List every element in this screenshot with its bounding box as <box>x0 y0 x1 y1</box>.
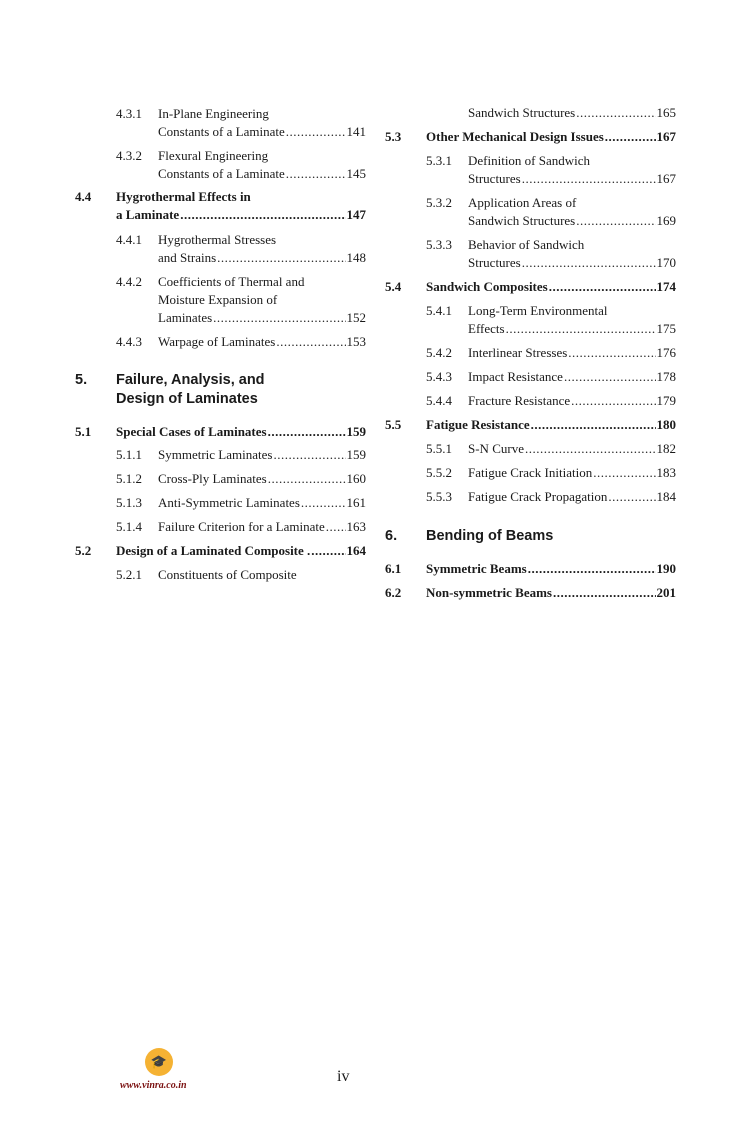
section-title: Sandwich Structures <box>468 213 576 228</box>
dot-leader <box>268 470 346 488</box>
dot-leader <box>608 488 655 506</box>
dot-leader <box>286 165 346 183</box>
section-title: Fatigue Resistance <box>426 417 530 432</box>
section-number: 5.1.4 <box>116 519 142 534</box>
graduation-cap-logo-icon: 🎓 <box>145 1048 173 1076</box>
dot-leader <box>311 542 345 560</box>
dot-leader <box>180 206 345 224</box>
dot-leader <box>522 254 656 272</box>
page-ref: 178 <box>656 369 676 384</box>
section-number: 5.1.2 <box>116 471 142 486</box>
section-number: 5.3.2 <box>426 195 452 210</box>
section-number: 5.2 <box>75 543 92 558</box>
section-title: Constituents of Composite <box>158 567 297 582</box>
section-number: 6. <box>385 528 398 544</box>
section-number: 6.2 <box>385 585 402 600</box>
section-title: Symmetric Beams <box>426 561 527 576</box>
section-number: 5.4.1 <box>426 303 452 318</box>
section-title: Structures <box>468 255 521 270</box>
section-title: Flexural Engineering <box>158 148 269 163</box>
dot-leader <box>522 170 656 188</box>
page-ref: 174 <box>656 279 676 294</box>
section-title: Cross-Ply Laminates <box>158 471 267 486</box>
dot-leader <box>576 104 655 122</box>
page-ref: 169 <box>656 213 676 228</box>
section-title: Failure Criterion for a Laminate <box>158 519 325 534</box>
dot-leader <box>531 416 656 434</box>
page-ref: 183 <box>656 465 676 480</box>
dot-leader <box>301 494 346 512</box>
section-title: Fracture Resistance <box>468 393 571 408</box>
page-ref: 184 <box>656 489 676 504</box>
section-title: Constants of a Laminate <box>158 166 285 181</box>
section-title: Sandwich Structures <box>468 105 576 120</box>
dot-leader <box>605 128 656 146</box>
section-title: Anti-Symmetric Laminates <box>158 495 300 510</box>
section-number: 4.4.2 <box>116 274 142 289</box>
section-title: Fatigue Crack Propagation <box>468 489 608 504</box>
dot-leader <box>286 123 346 141</box>
section-title: and Strains <box>158 250 217 265</box>
page-ref: 159 <box>346 424 366 439</box>
section-number: 5.5.1 <box>426 441 452 456</box>
dot-leader <box>568 344 655 362</box>
section-title: Design of Laminates <box>116 391 258 407</box>
section-title: Failure, Analysis, and <box>116 372 265 388</box>
dot-leader <box>553 584 656 602</box>
dot-leader <box>213 309 345 327</box>
page-ref: 182 <box>656 441 676 456</box>
section-title: Symmetric Laminates <box>158 447 273 462</box>
section-number: 4.4.1 <box>116 232 142 247</box>
section-title: Warpage of Laminates <box>158 334 276 349</box>
section-number: 5.4.2 <box>426 345 452 360</box>
page-number: iv <box>337 1068 350 1085</box>
dot-leader <box>564 368 656 386</box>
page-ref: 167 <box>656 129 676 144</box>
dot-leader <box>525 440 656 458</box>
section-title: In-Plane Engineering <box>158 106 269 121</box>
section-number: 5.3.1 <box>426 153 452 168</box>
section-number: 4.4 <box>75 189 92 204</box>
page-ref: 170 <box>656 255 676 270</box>
dot-leader <box>276 333 345 351</box>
section-title: Hygrothermal Stresses <box>158 232 277 247</box>
dot-leader <box>528 560 656 578</box>
section-title: Sandwich Composites <box>426 279 548 294</box>
section-number: 5.5.3 <box>426 489 452 504</box>
section-number: 5.3.3 <box>426 237 452 252</box>
section-number: 5.4.3 <box>426 369 452 384</box>
dot-leader <box>571 392 655 410</box>
page-ref: 190 <box>656 561 676 576</box>
section-title: S-N Curve <box>468 441 524 456</box>
page-ref: 161 <box>346 495 366 510</box>
page-ref: 145 <box>346 166 366 181</box>
section-number: 5.3 <box>385 129 402 144</box>
dot-leader <box>576 212 655 230</box>
section-title: Other Mechanical Design Issues <box>426 129 604 144</box>
section-title: Interlinear Stresses <box>468 345 568 360</box>
website-link[interactable]: www.vinra.co.in <box>120 1080 187 1091</box>
section-title: Behavior of Sandwich <box>468 237 585 252</box>
section-number: 5. <box>75 372 88 388</box>
page-ref: 175 <box>656 321 676 336</box>
dot-leader <box>217 249 345 267</box>
page-ref: 176 <box>656 345 676 360</box>
section-number: 4.4.3 <box>116 334 142 349</box>
section-number: 5.4 <box>385 279 402 294</box>
dot-leader <box>506 320 656 338</box>
page-ref: 201 <box>656 585 676 600</box>
section-number: 5.2.1 <box>116 567 142 582</box>
section-number: 5.4.4 <box>426 393 452 408</box>
section-number: 5.5.2 <box>426 465 452 480</box>
section-title: Special Cases of Laminates <box>116 424 267 439</box>
dot-leader <box>549 278 656 296</box>
section-title: Fatigue Crack Initiation <box>468 465 593 480</box>
section-title: Laminates <box>158 310 213 325</box>
section-number: 4.3.2 <box>116 148 142 163</box>
section-title: Coefficients of Thermal and <box>158 274 305 289</box>
section-title: Moisture Expansion of <box>158 292 278 307</box>
page-ref: 141 <box>346 124 366 139</box>
section-title: Design of a Laminated Composite . <box>116 543 311 558</box>
section-number: 5.1.3 <box>116 495 142 510</box>
page-ref: 180 <box>656 417 676 432</box>
section-title: a Laminate <box>116 207 180 222</box>
page-ref: 159 <box>346 447 366 462</box>
page-ref: 167 <box>656 171 676 186</box>
section-title: Definition of Sandwich <box>468 153 591 168</box>
page-ref: 152 <box>346 310 366 325</box>
page-ref: 179 <box>656 393 676 408</box>
section-number: 5.1.1 <box>116 447 142 462</box>
section-title: Non-symmetric Beams <box>426 585 552 600</box>
section-title: Hygrothermal Effects in <box>116 189 251 204</box>
section-number: 5.5 <box>385 417 402 432</box>
page-ref: 165 <box>656 105 676 120</box>
section-title: Application Areas of <box>468 195 577 210</box>
dot-leader <box>273 446 345 464</box>
dot-leader <box>326 518 346 536</box>
section-title: Impact Resistance <box>468 369 563 384</box>
section-title: Structures <box>468 171 521 186</box>
section-number: 4.3.1 <box>116 106 142 121</box>
section-title: Long-Term Environmental <box>468 303 608 318</box>
dot-leader <box>593 464 655 482</box>
page-ref: 164 <box>346 543 366 558</box>
section-number: 5.1 <box>75 424 92 439</box>
section-title: Constants of a Laminate <box>158 124 285 139</box>
page-ref: 148 <box>346 250 366 265</box>
section-number: 6.1 <box>385 561 402 576</box>
page-ref: 147 <box>346 207 366 222</box>
page-ref: 160 <box>346 471 366 486</box>
section-title: Bending of Beams <box>426 528 554 544</box>
page-ref: 153 <box>346 334 366 349</box>
section-title: Effects <box>468 321 505 336</box>
dot-leader <box>268 423 346 441</box>
page-ref: 163 <box>346 519 366 534</box>
